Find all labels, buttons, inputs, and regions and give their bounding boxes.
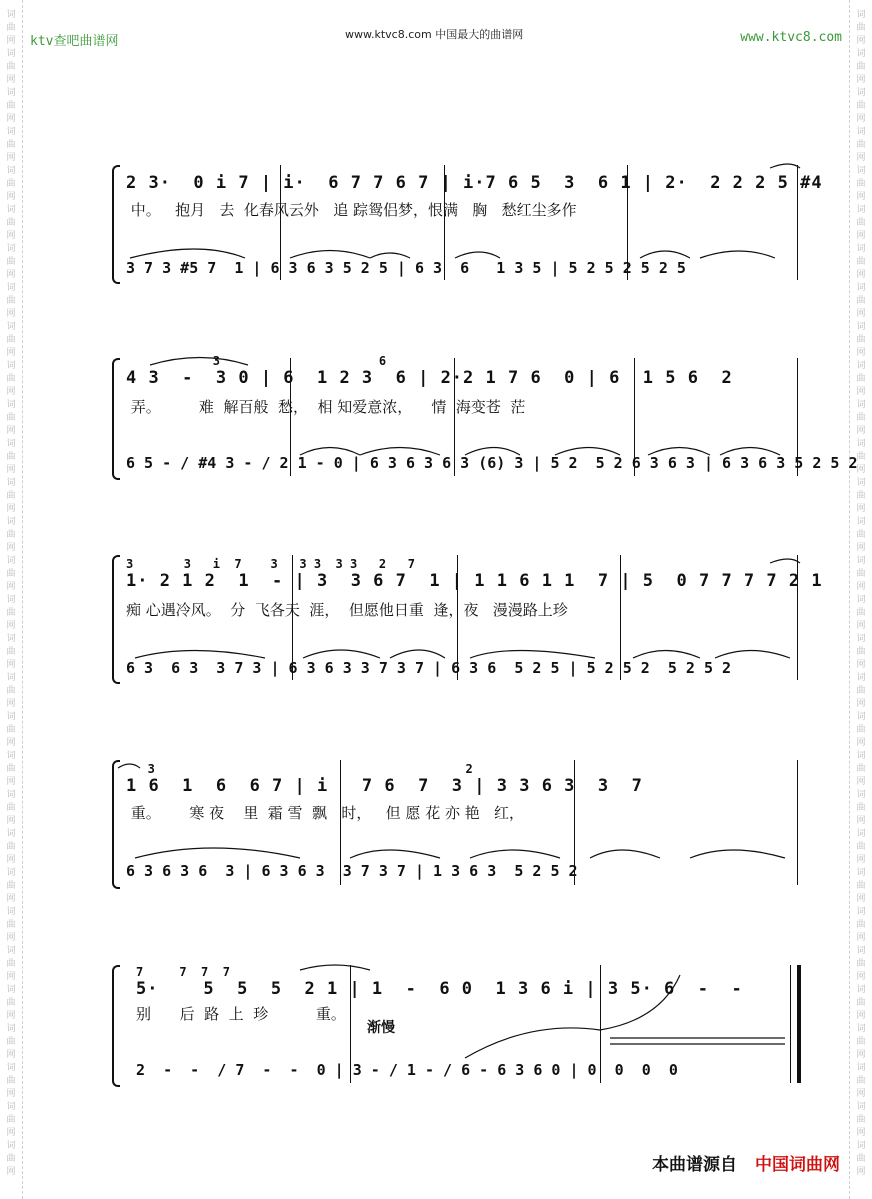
watermark-char: 网 [856,1167,866,1177]
watermark-char: 词 [6,673,16,683]
watermark-char: 词 [856,49,866,59]
watermark-char: 词 [6,244,16,254]
watermark-char: 曲 [856,257,866,267]
watermark-char: 词 [856,1102,866,1112]
watermark-char: 曲 [6,998,16,1008]
watermark-char: 网 [856,1011,866,1021]
watermark-char: 词 [6,751,16,761]
watermark-char: 网 [6,348,16,358]
watermark-char: 网 [856,270,866,280]
watermark-char: 网 [856,777,866,787]
watermark-char: 词 [856,907,866,917]
watermark-char: 网 [6,1011,16,1021]
lyrics-line: 痴 心遇冷风。 分 飞各天 涯， 但愿他日重 逢，夜 漫漫路上珍 [126,601,568,619]
watermark-char: 词 [856,634,866,644]
watermark-char: 词 [856,517,866,527]
watermark-char: 曲 [856,101,866,111]
watermark-char: 网 [6,192,16,202]
watermark-char: 词 [6,1063,16,1073]
watermark-char: 曲 [856,998,866,1008]
watermark-char: 曲 [856,296,866,306]
watermark-char: 曲 [6,803,16,813]
watermark-char: 网 [6,738,16,748]
watermark-char: 曲 [856,335,866,345]
watermark-char: 词 [856,556,866,566]
watermark-char: 词 [856,1063,866,1073]
melody-line: 1 6 1 6 6 7 | i 7 6 7 3 | 3 3 6 3 3 7 [126,776,643,796]
watermark-char: 曲 [6,959,16,969]
header-tagline: www.ktvc8.com 中国最大的曲谱网 [345,28,524,41]
watermark-char: 曲 [6,647,16,657]
melody-line: 1· 2 1 2 1 - | 3 3 6 7 1 | 1 1 6 1 1 7 | 5 0 7 7 7 7 2 1 [126,571,823,591]
watermark-char: 网 [856,582,866,592]
watermark-char: 词 [6,946,16,956]
watermark-char: 曲 [856,62,866,72]
watermark-char: 词 [856,205,866,215]
watermark-char: 曲 [856,23,866,33]
watermark-char: 曲 [856,842,866,852]
watermark-char: 网 [6,582,16,592]
lyrics-line: 中。 抱月 去 化春风云外 追 踪鸳侣梦，恨满 胸 愁红尘多作 [126,201,577,219]
watermark-char: 词 [856,166,866,176]
watermark-char: 网 [6,75,16,85]
watermark-char: 曲 [856,764,866,774]
watermark-char: 网 [6,621,16,631]
watermark-char: 词 [856,244,866,254]
watermark-char: 词 [856,673,866,683]
watermark-char: 词 [6,868,16,878]
watermark-char: 网 [6,387,16,397]
watermark-char: 网 [6,855,16,865]
lyrics-line: 弄。 难 解百般 愁， 相 知爱意浓， 情 海变苍 茫 [126,398,526,416]
accompaniment-line: 3 7 3 #5 7 1 | 6 3 6 3 5 2 5 | 6 3 6 1 3 5 | 5 2 5 2 5 2 5 [126,259,686,277]
watermark-char: 曲 [856,218,866,228]
watermark-char: 曲 [856,920,866,930]
watermark-char: 词 [856,1024,866,1034]
watermark-char: 词 [856,127,866,137]
watermark-char: 曲 [6,725,16,735]
watermark-char: 网 [856,36,866,46]
source-site-link[interactable]: 中国词曲网 [755,1155,840,1175]
watermark-char: 网 [856,75,866,85]
watermark-char: 网 [856,465,866,475]
watermark-char: 网 [6,933,16,943]
watermark-char: 网 [856,1050,866,1060]
watermark-char: 曲 [6,23,16,33]
watermark-char: 曲 [856,413,866,423]
watermark-char: 曲 [6,1154,16,1164]
watermark-char: 网 [6,972,16,982]
melody-line: 4 3 - 3 0 | 6 1 2 3 6 | 2·2 1 7 6 0 | 6 1 5 6 2 [126,368,733,388]
watermark-char: 词 [6,907,16,917]
watermark-char: 曲 [6,1115,16,1125]
lyrics-line: 重。 寒 夜 里 霜 雪 飘 时， 但 愿 花 亦 艳 红， [126,804,525,822]
watermark-char: 曲 [6,257,16,267]
watermark-char: 网 [856,426,866,436]
header-site-name[interactable]: ktv查吧曲谱网 [30,34,119,49]
watermark-char: 词 [6,790,16,800]
watermark-char: 网 [6,894,16,904]
watermark-char: 词 [6,517,16,527]
watermark-char: 网 [856,543,866,553]
watermark-char: 曲 [856,569,866,579]
watermark-char: 网 [6,660,16,670]
watermark-char: 网 [856,699,866,709]
watermark-char: 词 [6,1102,16,1112]
watermark-char: 曲 [856,452,866,462]
watermark-char: 网 [856,933,866,943]
watermark-char: 曲 [856,374,866,384]
watermark-char: 曲 [856,179,866,189]
watermark-char: 曲 [6,764,16,774]
octave-marks: 3 2 [126,762,473,776]
watermark-char: 网 [856,621,866,631]
watermark-char: 曲 [6,881,16,891]
watermark-char: 词 [6,595,16,605]
watermark-char: 网 [6,114,16,124]
watermark-char: 网 [6,777,16,787]
watermark-char: 网 [6,1050,16,1060]
watermark-char: 曲 [856,803,866,813]
watermark-char: 曲 [6,62,16,72]
watermark-char: 词 [856,10,866,20]
watermark-char: 曲 [6,842,16,852]
watermark-char: 词 [6,49,16,59]
watermark-char: 网 [856,660,866,670]
watermark-char: 词 [6,829,16,839]
watermark-char: 词 [856,400,866,410]
watermark-char: 曲 [856,686,866,696]
watermark-char: 曲 [6,920,16,930]
watermark-char: 曲 [856,647,866,657]
octave-marks: 7 7 7 7 [136,965,230,979]
source-label: 本曲谱源自 [652,1155,737,1175]
watermark-char: 词 [6,712,16,722]
watermark-char: 曲 [856,959,866,969]
watermark-char: 词 [856,1141,866,1151]
watermark-char: 词 [6,10,16,20]
tempo-marking: 渐慢 [367,1020,395,1036]
lyrics-line: 别 后 路 上 珍 重。 [136,1005,346,1023]
watermark-char: 曲 [856,1115,866,1125]
watermark-char: 词 [6,439,16,449]
watermark-char: 曲 [6,413,16,423]
watermark-char: 网 [6,153,16,163]
watermark-char: 网 [856,972,866,982]
watermark-char: 词 [856,829,866,839]
watermark-char: 词 [856,790,866,800]
watermark-char: 曲 [856,725,866,735]
watermark-char: 网 [856,504,866,514]
watermark-char: 网 [856,1128,866,1138]
watermark-char: 网 [6,1089,16,1099]
watermark-char: 网 [6,1167,16,1177]
watermark-char: 网 [6,231,16,241]
watermark-char: 曲 [856,608,866,618]
watermark-char: 词 [6,322,16,332]
watermark-char: 网 [6,1128,16,1138]
source-credit [652,1150,840,1175]
watermark-char: 网 [856,387,866,397]
watermark-char: 网 [856,348,866,358]
watermark-char: 词 [856,751,866,761]
watermark-char: 词 [6,478,16,488]
watermark-char: 网 [856,816,866,826]
watermark-char: 曲 [856,491,866,501]
watermark-char: 词 [6,634,16,644]
octave-marks: 3 3 i 7 3 3 3 3 3 2 7 [126,557,415,571]
watermark-char: 曲 [6,1037,16,1047]
watermark-char: 词 [856,361,866,371]
watermark-char: 曲 [6,335,16,345]
watermark-char: 词 [856,946,866,956]
accompaniment-line: 2 - - / 7 - - 0 | 3 - / 1 - / 6 - 6 3 6 0 | 0 0 0 0 [136,1061,678,1079]
watermark-char: 词 [6,556,16,566]
watermark-char: 词 [856,712,866,722]
watermark-char: 网 [856,309,866,319]
watermark-char: 词 [856,88,866,98]
watermark-char: 词 [856,985,866,995]
watermark-char: 网 [6,543,16,553]
watermark-char: 词 [6,1024,16,1034]
watermark-char: 词 [856,322,866,332]
watermark-char: 曲 [856,1076,866,1086]
watermark-char: 网 [856,192,866,202]
watermark-char: 曲 [6,1076,16,1086]
watermark-char: 词 [6,88,16,98]
watermark-char: 曲 [856,140,866,150]
watermark-char: 词 [6,361,16,371]
watermark-char: 网 [6,36,16,46]
watermark-char: 网 [856,231,866,241]
watermark-char: 词 [856,283,866,293]
watermark-char: 曲 [6,452,16,462]
watermark-char: 网 [856,114,866,124]
watermark-char: 词 [856,478,866,488]
watermark-char: 词 [6,985,16,995]
watermark-char: 词 [6,205,16,215]
watermark-char: 网 [6,270,16,280]
watermark-char: 词 [856,595,866,605]
watermark-char: 网 [6,426,16,436]
accompaniment-line: 6 3 6 3 6 3 | 6 3 6 3 3 7 3 7 | 1 3 6 3 5 2 5 2 [126,862,578,880]
watermark-char: 网 [856,738,866,748]
watermark-char: 曲 [856,530,866,540]
watermark-char: 网 [856,1089,866,1099]
watermark-char: 网 [6,816,16,826]
watermark-char: 曲 [856,1037,866,1047]
watermark-char: 网 [856,894,866,904]
watermark-char: 曲 [6,101,16,111]
slurs [118,164,800,1058]
watermark-char: 曲 [6,140,16,150]
watermark-char: 词 [856,868,866,878]
watermark-char: 词 [6,127,16,137]
watermark-char: 曲 [6,491,16,501]
melody-line: 5· 5 5 5 2 1 | 1 - 6 0 1 3 6 i | 3 5· 6 - - [136,979,743,999]
watermark-char: 曲 [6,374,16,384]
watermark-char: 词 [6,1141,16,1151]
watermark-char: 曲 [6,686,16,696]
watermark-char: 曲 [856,1154,866,1164]
watermark-char: 词 [6,166,16,176]
watermark-char: 曲 [6,296,16,306]
watermark-char: 词 [6,283,16,293]
watermark-char: 网 [6,465,16,475]
watermark-char: 曲 [6,608,16,618]
watermark-char: 词 [856,439,866,449]
watermark-char: 网 [856,153,866,163]
watermark-char: 曲 [6,179,16,189]
watermark-char: 曲 [6,218,16,228]
watermark-char: 曲 [6,530,16,540]
octave-marks: 3 6 [126,354,387,368]
accompaniment-line: 6 3 6 3 3 7 3 | 6 3 6 3 3 7 3 7 | 6 3 6 5 2 5 | 5 2 5 2 5 2 5 2 [126,659,732,677]
melody-line: 2 3· 0 i 7 | i· 6 7 7 6 7 | i·7 6 5 3 6 1 | 2· 2 2 2 5 #4 [126,173,823,193]
watermark-char: 网 [6,309,16,319]
watermark-char: 词 [6,400,16,410]
watermark-char: 曲 [6,569,16,579]
watermark-char: 网 [6,699,16,709]
watermark-char: 曲 [856,881,866,891]
watermark-char: 网 [856,855,866,865]
watermark-char: 网 [6,504,16,514]
header-site-url[interactable]: www.ktvc8.com [740,30,842,45]
accompaniment-line: 6 5 - / #4 3 - / 2 1 - 0 | 6 3 6 3 6 3 (6) 3 | 5 2 5 2 6 3 6 3 | 6 3 6 3 5 2 5 2 [126,454,858,472]
